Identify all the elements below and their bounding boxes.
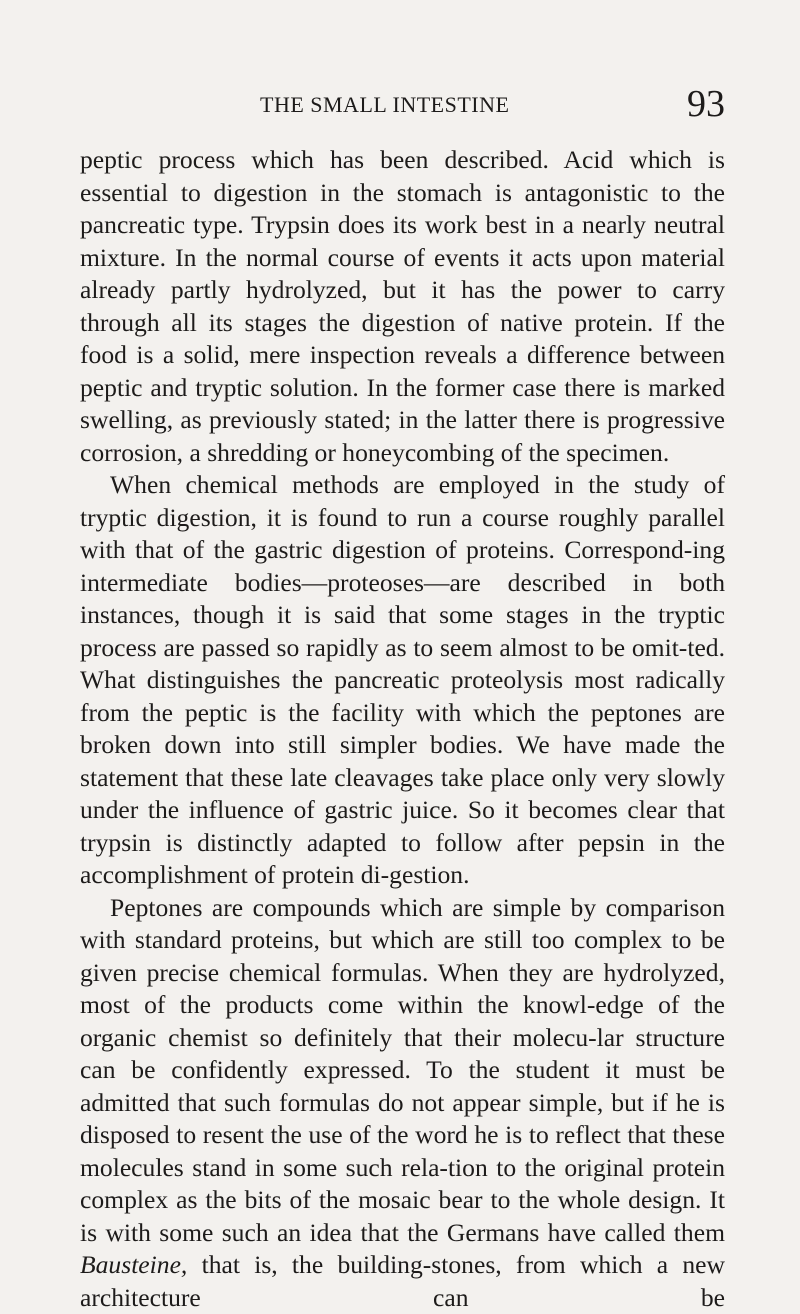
paragraph-3 bbox=[80, 892, 725, 1314]
paragraph-3-text-after: that is, the building-stones, from which a new architecture can be bbox=[80, 1250, 725, 1312]
paragraph-3-text-before: Peptones are compounds which are simple by comparison with standard proteins, but which are still too complex to be given precise chemical formulas. When they are hydrolyzed, most of the products come within the knowl-edge of the organic chemist so definitely that their molecu-lar structure can be confidently expressed. To the student it must be admitted that such formulas do not appear simple, but if he is disposed to resent the use of the word he is to reflect that these molecules stand in some such rela-tion to the original protein complex as the bits of the mosaic bear to the whole design. It is with some such an idea that the Germans have called them bbox=[80, 893, 725, 1247]
paragraph-2: When chemical methods are employed in the study of tryptic digestion, it is found to run a course roughly parallel with that of the gastric digestion of proteins. Correspond-ing intermediate bodies—proteoses—are described in both instances, though it is said that some stages in the tryptic process are passed so rapidly as to seem almost to be omit-ted. What distinguishes the pancreatic proteolysis most radically from the peptic is the facility with which the peptones are broken down into still simpler bodies. We have made the statement that these late cleavages take place only very slowly under the influence of gastric juice. So it becomes clear that trypsin is distinctly adapted to follow after pepsin in the accomplishment of protein di-gestion. bbox=[80, 469, 725, 892]
paragraph-1: peptic process which has been described. Acid which is essential to digestion in the stomach is antagonistic to the pancreatic type. Trypsin does its work best in a nearly neutral mixture. In the normal course of events it acts upon material already partly hydrolyzed, but it has the power to carry through all its stages the digestion of native protein. If the food is a solid, mere inspection reveals a difference between peptic and tryptic solution. In the former case there is marked swelling, as previously stated; in the latter there is progressive corrosion, a shredding or honeycombing of the specimen. bbox=[80, 144, 725, 469]
running-header bbox=[80, 88, 725, 128]
paragraph-3-italic-term: Bausteine, bbox=[80, 1250, 187, 1279]
book-page bbox=[80, 88, 725, 1314]
page-number: 93 bbox=[687, 82, 725, 126]
running-title: THE SMALL INTESTINE bbox=[260, 92, 509, 118]
body-text bbox=[80, 144, 725, 1314]
